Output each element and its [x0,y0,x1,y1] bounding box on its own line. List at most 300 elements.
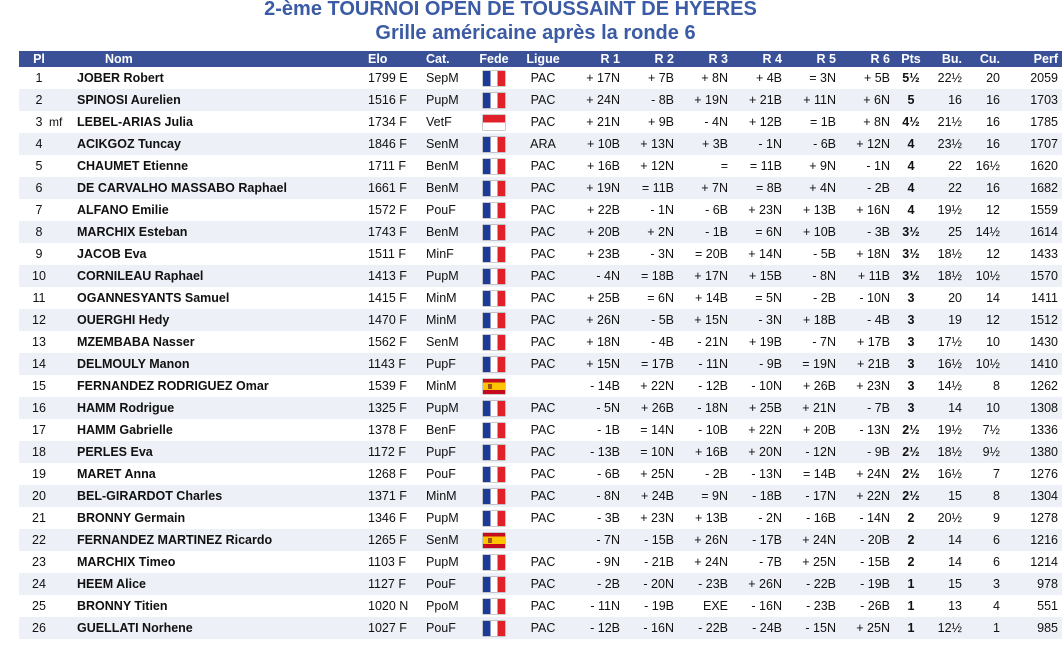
ligue-cell: PAC [518,265,568,287]
round-2-cell: + 12N [640,159,674,173]
elo-cell: 1103 F [368,555,406,569]
round-6-cell: - 15B [860,555,890,569]
cat-cell: MinM [426,291,457,305]
round-2-cell: - 15B [624,529,678,551]
elo-cell: 1799 E [368,71,408,85]
player-name: CORNILEAU Raphael [77,269,204,283]
cumulative-cell: 10 [986,335,1000,349]
flag-icon [483,401,505,416]
round-5-cell: - 17N [786,485,840,507]
round-6-cell: - 10N [859,291,890,305]
pl-cell: 23 [32,555,46,569]
round-5-cell: = 19N [786,353,840,375]
ligue-cell: PAC [518,485,568,507]
points-cell: 3½ [894,265,928,287]
pl-cell: 15 [32,379,46,393]
round-2-cell: - 16N [624,617,678,639]
round-1-cell: + 26N [568,309,624,331]
round-5-cell: - 7N [812,335,836,349]
flag-icon [483,225,505,240]
round-4-cell: - 2N [758,511,782,525]
page-subtitle: Grille américaine après la ronde 6 [375,22,696,44]
round-6-cell: + 22N [840,485,894,507]
round-2-cell: + 22N [640,379,674,393]
col-header-elo: Elo [364,51,422,67]
flag-icon [483,423,505,438]
flag-icon [483,489,505,504]
col-header-r3: R 3 [678,51,732,67]
cat-cell: BenM [426,159,459,173]
pl-cell: 12 [32,313,46,327]
round-4-cell: = 6N [732,221,786,243]
cat-cell: PupM [422,89,470,111]
round-3-cell: EXE [702,599,728,613]
buchholz-cell: 22 [928,177,966,199]
round-4-cell: - 24B [732,617,786,639]
round-4-cell: + 21B [732,89,786,111]
cat-cell: PupM [422,397,470,419]
round-4-cell: + 20N [732,441,786,463]
pl-cell: 13 [32,335,46,349]
flag-icon [483,599,505,614]
round-5-cell: - 6B [786,133,840,155]
buchholz-cell: 18½ [937,247,962,261]
round-3-cell: + 8N [701,71,728,85]
round-1-cell: - 13B [568,441,624,463]
col-header-pts: Pts [894,51,928,67]
round-1-cell: - 11N [590,599,620,613]
points-cell: 2½ [902,467,920,481]
round-3-cell: = [720,159,728,173]
round-5-cell: - 12N [786,441,840,463]
table-row [19,67,1062,89]
cat-cell: SepM [426,71,459,85]
flag-icon [483,621,505,636]
cumulative-cell: 7½ [982,423,1000,437]
pl-cell: 2 [35,93,43,107]
perf-cell: 1620 [1030,159,1058,173]
round-5-cell: + 24N [786,529,840,551]
col-header-cu: Cu. [966,51,1004,67]
cat-cell: PupM [422,265,470,287]
pl-cell: 14 [32,357,46,371]
round-6-cell: + 17B [856,335,890,349]
cat-cell: MinM [422,485,470,507]
points-cell: 1 [894,573,928,595]
buchholz-cell: 19½ [937,423,962,437]
round-3-cell: - 22B [678,617,732,639]
round-1-cell: + 10B [568,133,624,155]
player-name: JOBER Robert [77,71,164,85]
table-row [19,177,1062,199]
round-6-cell: + 11B [840,265,894,287]
elo-cell: 1734 F [368,115,407,129]
player-name: JACOB Eva [77,247,147,261]
buchholz-cell: 19 [928,309,966,331]
round-6-cell: - 20B [840,529,894,551]
elo-cell: 1539 F [368,379,407,393]
perf-cell: 1214 [1030,555,1058,569]
pl-cell: 17 [32,423,46,437]
cumulative-cell: 8 [966,485,1004,507]
elo-cell: 1265 F [364,529,422,551]
ligue-cell: PAC [530,247,556,261]
points-cell: 5½ [902,71,920,85]
cumulative-cell: 10½ [966,353,1004,375]
round-4-cell: - 1N [732,133,786,155]
round-4-cell: - 16N [751,599,782,613]
round-4-cell: + 25B [732,397,786,419]
round-5-cell: - 8N [786,265,840,287]
flag-icon [483,137,505,152]
flag-icon [483,555,505,570]
cumulative-cell: 16½ [975,159,1000,173]
round-5-cell: + 18B [786,309,840,331]
cat-cell: BenM [422,177,470,199]
round-3-cell: + 15N [678,309,732,331]
round-1-cell: + 21N [586,115,620,129]
points-cell: 2½ [894,441,928,463]
ligue-cell: PAC [530,159,556,173]
table-row [19,111,1062,133]
cumulative-cell: 1 [966,617,1004,639]
round-2-cell: - 5B [624,309,678,331]
round-1-cell: - 1B [597,423,620,437]
round-3-cell: - 1B [678,221,732,243]
round-2-cell: - 8B [624,89,678,111]
elo-cell: 1470 F [364,309,422,331]
elo-cell: 1346 F [368,511,407,525]
col-header-nom: Nom [59,51,364,67]
round-6-cell: + 5B [863,71,890,85]
round-2-cell: + 26B [624,397,678,419]
elo-cell: 1511 F [368,247,406,261]
perf-cell: 1433 [1030,247,1058,261]
perf-cell: 1570 [1004,265,1062,287]
round-3-cell: - 10B [698,423,728,437]
table-row [19,353,1062,375]
round-3-cell: + 7N [678,177,732,199]
buchholz-cell: 22½ [937,71,962,85]
table-row [19,221,1062,243]
perf-cell: 1278 [1030,511,1058,525]
round-5-cell: + 20B [802,423,836,437]
pl-cell: 25 [32,599,46,613]
round-4-cell: + 12B [748,115,782,129]
player-name: CHAUMET Etienne [77,159,189,173]
buchholz-cell: 21½ [937,115,962,129]
round-1-cell: + 20B [568,221,624,243]
ligue-cell: ARA [518,133,568,155]
cat-cell: BenM [422,221,470,243]
points-cell: 3 [907,291,915,305]
perf-cell: 1410 [1004,353,1062,375]
buchholz-cell: 23½ [928,133,966,155]
cat-cell: PupF [422,353,470,375]
player-name: SPINOSI Aurelien [77,93,181,107]
round-3-cell: - 18N [678,397,732,419]
cat-cell: SenM [422,529,470,551]
perf-cell: 1216 [1004,529,1062,551]
round-2-cell: - 19B [644,599,674,613]
round-6-cell: - 9B [840,441,894,463]
table-row [19,375,1062,397]
cat-cell: PupF [422,441,470,463]
player-name: BRONNY Titien [77,599,168,613]
header-row [19,51,1062,67]
round-5-cell: - 22B [786,573,840,595]
elo-cell: 1711 F [368,159,406,173]
round-1-cell: + 23B [586,247,620,261]
flag-icon [483,379,505,394]
round-4-cell: = 8B [732,177,786,199]
player-name: GUELLATI Norhene [77,621,193,635]
table-row [19,617,1062,639]
ligue-cell: PAC [530,511,556,525]
ligue-cell [518,375,568,397]
round-3-cell: - 11N [678,353,732,375]
perf-cell: 1304 [1004,485,1062,507]
round-1-cell: + 15N [568,353,624,375]
flag-icon [483,159,505,174]
round-2-cell: + 23N [640,511,674,525]
player-name: ALFANO Emilie [77,203,169,217]
round-6-cell: - 26B [860,599,890,613]
cumulative-cell: 3 [966,573,1004,595]
round-2-cell: + 9B [647,115,674,129]
flag-icon [483,247,505,262]
elo-cell: 1572 F [368,203,407,217]
elo-cell: 1415 F [368,291,407,305]
round-6-cell: + 21B [840,353,894,375]
table-row [19,331,1062,353]
points-cell: 3 [907,335,915,349]
cat-cell: SenM [426,335,459,349]
flag-icon [483,269,505,284]
perf-cell: 1785 [1030,115,1058,129]
round-3-cell: + 19N [678,89,732,111]
ligue-cell: PAC [530,115,556,129]
perf-cell: 1512 [1004,309,1062,331]
points-cell: 3½ [902,247,920,261]
table-row [19,265,1062,287]
round-1-cell: + 17N [586,71,620,85]
perf-cell: 1380 [1004,441,1062,463]
table-row [19,133,1062,155]
standings-table [19,51,1062,639]
points-cell: 4 [894,177,928,199]
round-1-cell: - 5N [568,397,624,419]
pl-cell: 10 [32,269,46,283]
cumulative-cell: 6 [993,555,1000,569]
round-2-cell: = 11B [624,177,678,199]
elo-cell: 1172 F [364,441,422,463]
table-row [19,441,1062,463]
table-row [19,309,1062,331]
table-row [19,199,1062,221]
cumulative-cell: 6 [966,529,1004,551]
flag-icon [483,203,505,218]
perf-cell: 551 [1037,599,1058,613]
perf-cell: 1614 [1004,221,1062,243]
ligue-cell: PAC [518,221,568,243]
round-4-cell: + 4B [755,71,782,85]
flag-icon [483,181,505,196]
elo-cell: 1562 F [368,335,407,349]
perf-cell: 1276 [1030,467,1058,481]
flag-icon [483,115,505,130]
points-cell: 3½ [894,221,928,243]
round-1-cell: - 9N [596,555,620,569]
col-header-perf: Perf [1004,51,1062,67]
round-4-cell: + 15B [732,265,786,287]
points-cell: 2 [907,555,915,569]
points-cell: 5 [894,89,928,111]
round-4-cell: - 7B [759,555,782,569]
player-name: MARET Anna [77,467,156,481]
col-header-r1: R 1 [568,51,624,67]
player-name: HAMM Rodrigue [77,401,175,415]
cumulative-cell: 16 [966,177,1004,199]
round-4-cell: = 11B [749,159,782,173]
round-3-cell: + 14B [694,291,728,305]
table-row [19,595,1062,617]
player-name: OUERGHI Hedy [77,313,170,327]
buchholz-cell: 20½ [937,511,962,525]
col-header-pl: Pl [19,51,59,67]
round-5-cell: - 5B [813,247,836,261]
round-1-cell: - 7N [568,529,624,551]
round-3-cell: = 9N [678,485,732,507]
points-cell: 2 [907,511,915,525]
buchholz-cell: 17½ [937,335,962,349]
round-5-cell: - 2B [813,291,836,305]
points-cell: 4 [907,203,915,217]
elo-cell: 1371 F [364,485,422,507]
elo-cell: 1268 F [368,467,407,481]
round-1-cell: + 22B [586,203,620,217]
flag-icon [483,71,505,86]
cat-cell: PouF [426,203,456,217]
round-3-cell: - 12B [698,379,728,393]
perf-cell: 985 [1004,617,1062,639]
player-name: MARCHIX Esteban [77,225,188,239]
round-2-cell: + 25N [640,467,674,481]
round-3-cell: + 17N [678,265,732,287]
pl-cell: 4 [35,137,43,151]
points-cell: 3 [894,353,928,375]
round-5-cell: + 21N [786,397,840,419]
buchholz-cell: 14½ [937,379,962,393]
cumulative-cell: 10½ [966,265,1004,287]
round-5-cell: + 11N [786,89,840,111]
buchholz-cell: 18½ [928,441,966,463]
round-6-cell: - 19B [840,573,894,595]
round-1-cell: - 6B [597,467,620,481]
cat-cell: MinM [426,379,457,393]
round-3-cell: - 2B [705,467,728,481]
round-2-cell: - 4B [651,335,674,349]
perf-cell: 1682 [1004,177,1062,199]
pl-cell: 19 [32,467,46,481]
flag-icon [483,511,505,526]
col-header-r6: R 6 [840,51,894,67]
player-name: DELMOULY Manon [77,357,190,371]
elo-cell: 1378 F [368,423,407,437]
col-header-bu: Bu. [928,51,966,67]
table-row [19,507,1062,529]
cumulative-cell: 8 [993,379,1000,393]
round-2-cell: = 10N [624,441,678,463]
ligue-cell: PAC [530,203,556,217]
pl-cell: 20 [32,489,46,503]
buchholz-cell: 16½ [937,467,962,481]
flag-icon [483,93,505,108]
buchholz-cell: 12½ [928,617,966,639]
elo-cell: 1661 F [364,177,422,199]
buchholz-cell: 14 [928,397,966,419]
table-row [19,485,1062,507]
cat-cell: MinM [422,309,470,331]
round-2-cell: = 17B [624,353,678,375]
player-name: FERNANDEZ MARTINEZ Ricardo [77,533,273,547]
table-row [19,89,1062,111]
cat-cell: VetF [426,115,452,129]
round-5-cell: + 9N [809,159,836,173]
table-row [19,287,1062,309]
pl-cell: 22 [32,533,46,547]
points-cell: 4½ [902,115,920,129]
ligue-cell: PAC [530,467,556,481]
round-4-cell: + 22N [748,423,782,437]
round-3-cell: = 20B [694,247,728,261]
round-4-cell: - 17B [732,529,786,551]
buchholz-cell: 19½ [937,203,962,217]
table-row [19,155,1062,177]
buchholz-cell: 15 [928,485,966,507]
round-5-cell: + 26B [802,379,836,393]
round-3-cell: + 3B [678,133,732,155]
ligue-cell: PAC [530,599,556,613]
player-name: OGANNESYANTS Samuel [77,291,230,305]
buchholz-cell: 16 [928,89,966,111]
round-5-cell: - 16B [806,511,836,525]
pl-cell: 11 [32,291,46,305]
col-header-ligue: Ligue [518,51,568,67]
cat-cell: PupM [426,511,459,525]
flag-icon [483,291,505,306]
cumulative-cell: 14 [986,291,1000,305]
round-6-cell: + 16N [856,203,890,217]
cumulative-cell: 16 [986,115,1000,129]
round-6-cell: + 18N [856,247,890,261]
round-5-cell: = 1B [809,115,836,129]
round-5-cell: + 25N [802,555,836,569]
ligue-cell [518,529,568,551]
pl-cell: 9 [35,247,43,261]
cat-cell: PouF [422,617,470,639]
round-3-cell: - 21N [697,335,728,349]
perf-cell: 1262 [1030,379,1058,393]
round-6-cell: - 3B [840,221,894,243]
round-1-cell: - 14B [590,379,620,393]
round-6-cell: - 13N [859,423,890,437]
cumulative-cell: 16 [966,133,1004,155]
round-3-cell: + 13B [694,511,728,525]
perf-cell: 1308 [1004,397,1062,419]
points-cell: 2½ [894,485,928,507]
pl-cell: 21 [32,511,46,525]
